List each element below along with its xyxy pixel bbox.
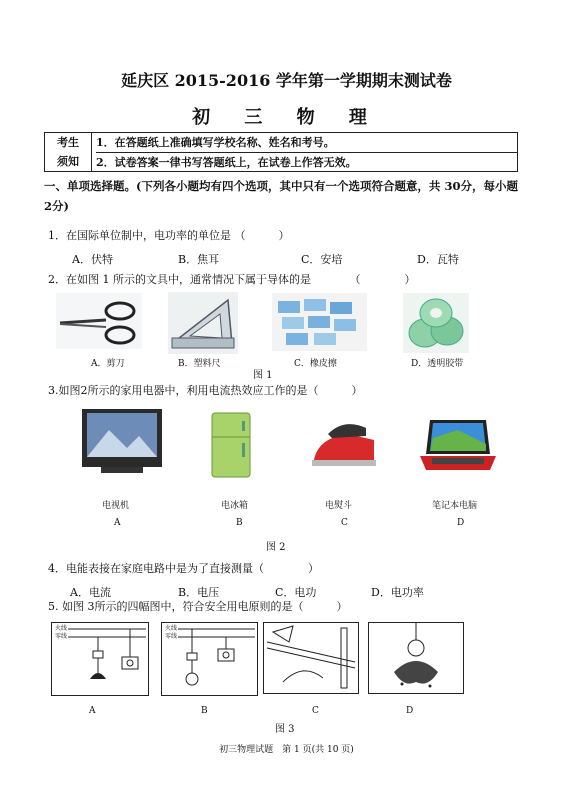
q5-letter-c: C <box>312 706 319 716</box>
q3-caption-c: 电熨斗 <box>325 501 353 511</box>
circuit-diagram-b <box>161 622 258 696</box>
notice-heading-top: 考生 <box>57 136 79 149</box>
section-heading: 一、单项选择题。(下列各小题均有四个选项，其中只有一个选项符合题意，共 30分，每小题 2分) <box>44 179 518 213</box>
laptop-image <box>418 418 498 476</box>
q5-letter-b: B <box>201 706 208 716</box>
figure-2-label: 图 2 <box>266 542 286 553</box>
q5-letter-d: D <box>406 706 414 716</box>
eraser-image <box>272 293 367 351</box>
circuit-a-drawing <box>52 623 148 695</box>
scissors-image <box>56 293 142 349</box>
electric-iron-image <box>308 416 380 472</box>
q2-caption-c: C．橡皮擦 <box>294 359 337 369</box>
q3-letter-d: D <box>457 518 465 528</box>
q3-letter-a: A <box>114 518 121 528</box>
q1-option-a: A．伏特 <box>72 253 113 266</box>
kite-near-powerline-image <box>263 622 359 694</box>
q2-caption-d: D．透明胶带 <box>411 359 464 369</box>
q4-option-d: D．电功率 <box>371 586 424 599</box>
q5-stem: 5. 如图 3所示的四幅图中，符合安全用电原则的是（ ） <box>48 600 348 613</box>
q3-stem: 3.如图2所示的家用电器中，利用电流热效应工作的是（ ） <box>48 384 363 397</box>
q4-stem: 4．电能表接在家庭电路中是为了直接测量（ ） <box>48 562 319 575</box>
wet-hands-lightbulb-image <box>368 622 464 694</box>
q1-option-b: B．焦耳 <box>178 253 220 266</box>
notice-line-2: 2．试卷答案一律书写答题纸上，在试卷上作答无效。 <box>96 156 357 169</box>
television-image <box>81 408 163 474</box>
notice-heading-bottom: 须知 <box>57 155 79 168</box>
plastic-ruler-image <box>168 292 238 354</box>
page-footer: 初三物理试题 第 1 页(共 10 页) <box>219 745 354 755</box>
notice-box <box>44 132 518 172</box>
q1-option-c: C．安培 <box>301 253 343 266</box>
notice-line-1: 1．在答题纸上准确填写学校名称、姓名和考号。 <box>96 133 517 153</box>
q2-caption-b: B．塑料尺 <box>178 359 221 369</box>
q1-stem: 1．在国际单位制中，电功率的单位是 （ ） <box>48 229 290 242</box>
refrigerator-image <box>208 411 254 479</box>
q4-option-b: B．电压 <box>178 586 220 599</box>
q3-caption-d: 笔记本电脑 <box>432 501 478 511</box>
live-wire-label-b: 火线 <box>165 625 178 632</box>
circuit-b-drawing <box>162 623 257 695</box>
figure-1-label: 图 1 <box>253 370 273 381</box>
live-wire-label-a: 火线 <box>55 625 68 632</box>
notice-content <box>92 133 517 171</box>
q2-caption-a: A．剪刀 <box>91 359 125 369</box>
neutral-wire-label-a: 零线 <box>55 633 68 640</box>
q3-caption-a: 电视机 <box>102 501 130 511</box>
circuit-diagram-a <box>51 622 149 696</box>
exam-subtitle: 初 三 物 理 <box>192 107 381 128</box>
notice-heading <box>45 133 92 171</box>
q3-caption-b: 电冰箱 <box>221 501 249 511</box>
q3-letter-b: B <box>236 518 243 528</box>
q3-letter-c: C <box>341 518 348 528</box>
exam-title: 延庆区 2015-2016 学年第一学期期末测试卷 <box>121 71 452 90</box>
q4-option-c: C．电功 <box>275 586 317 599</box>
transparent-tape-image <box>403 293 469 353</box>
q2-stem: 2．在如图 1 所示的文具中，通常情况下属于导体的是 （ ） <box>48 273 416 286</box>
neutral-wire-label-b: 零线 <box>165 633 178 640</box>
figure-3-label: 图 3 <box>275 724 295 735</box>
q5-letter-a: A <box>89 706 96 716</box>
q4-option-a: A．电流 <box>70 586 111 599</box>
q1-option-d: D．瓦特 <box>417 253 459 266</box>
